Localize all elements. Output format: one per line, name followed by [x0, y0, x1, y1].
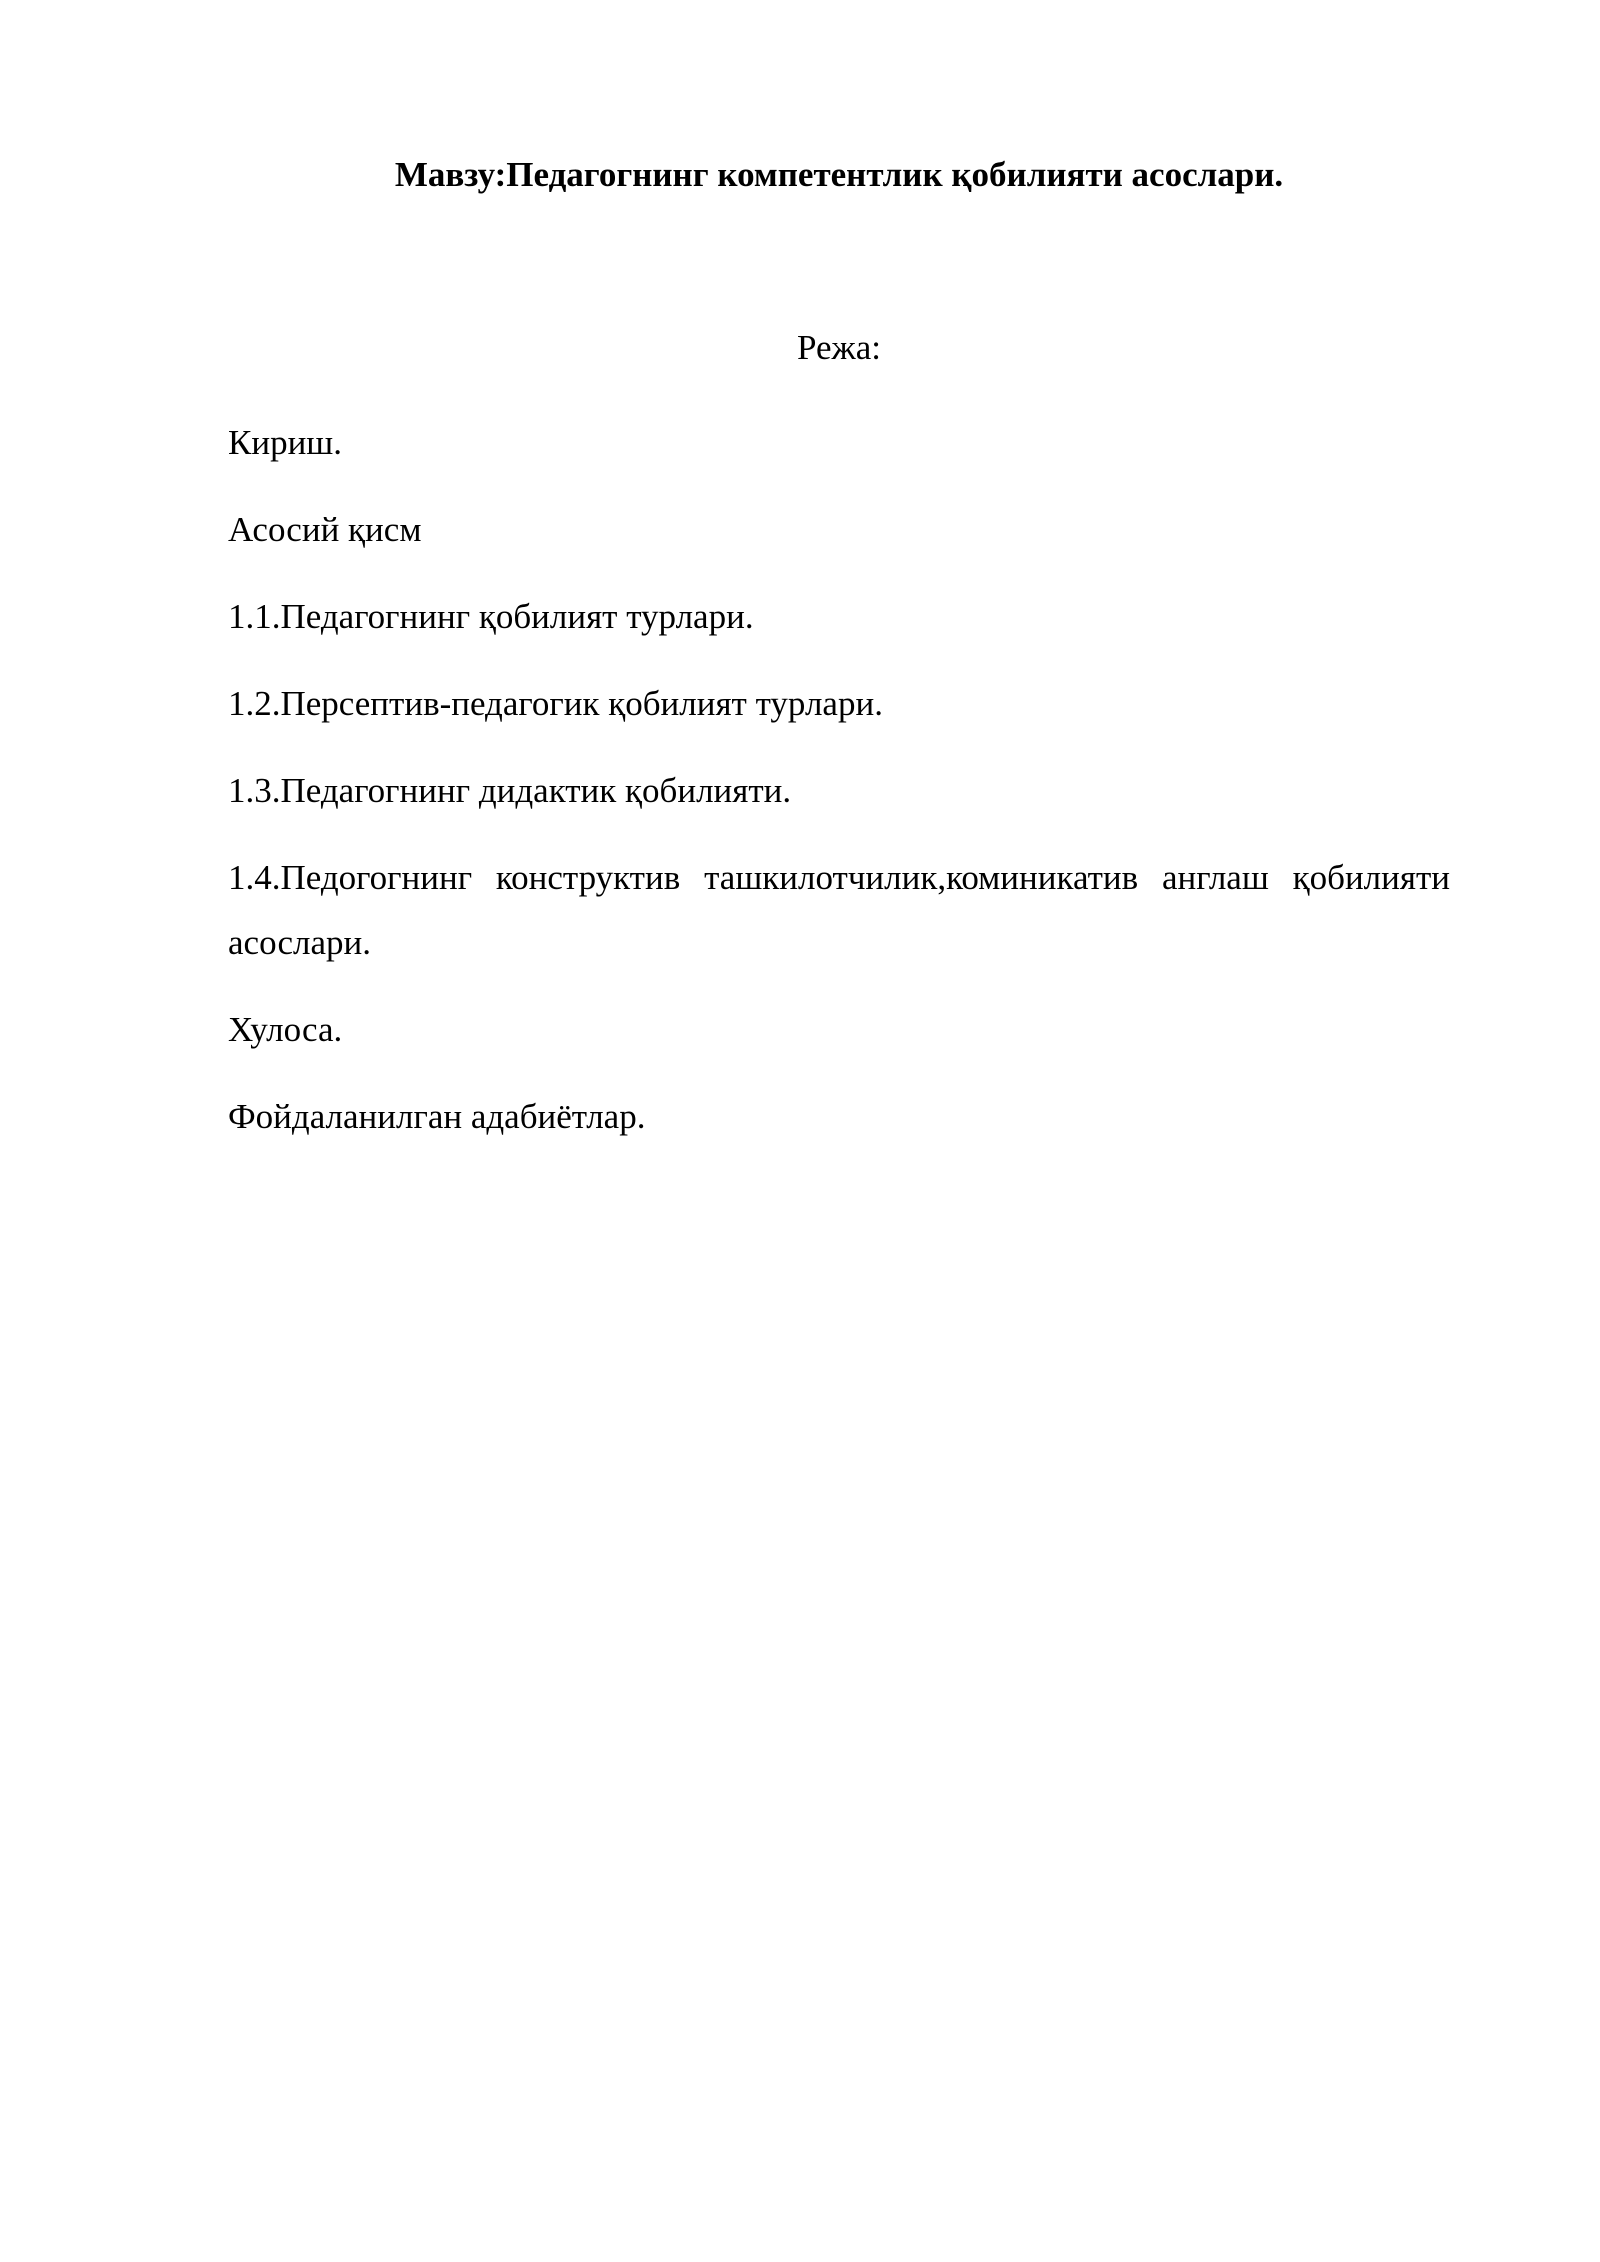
plan-item-main-part: Асосий қисм: [228, 510, 422, 549]
plan-item-references: Фойдаланилган адабиётлар.: [228, 1097, 646, 1136]
plan-list: [228, 410, 1450, 1171]
plan-item-1-4: 1.4.Педогогнинг конструктив ташкилотчилик,коминикатив англаш қобилияти асослари.: [228, 858, 1450, 962]
plan-item-1-1: 1.1.Педагогнинг қобилият турлари.: [228, 597, 754, 636]
plan-item-1-2: 1.2.Персептив-педагогик қобилият турлари.: [228, 684, 883, 723]
document-title: Мавзу:Педагогнинг компетентлик қобилияти асослари.: [394, 155, 1284, 194]
plan-heading: Режа:: [797, 328, 881, 367]
plan-item-conclusion: Хулоса.: [228, 1010, 343, 1049]
plan-item-introduction: Кириш.: [228, 423, 343, 462]
plan-item-1-3: 1.3.Педагогнинг дидактик қобилияти.: [228, 771, 792, 810]
